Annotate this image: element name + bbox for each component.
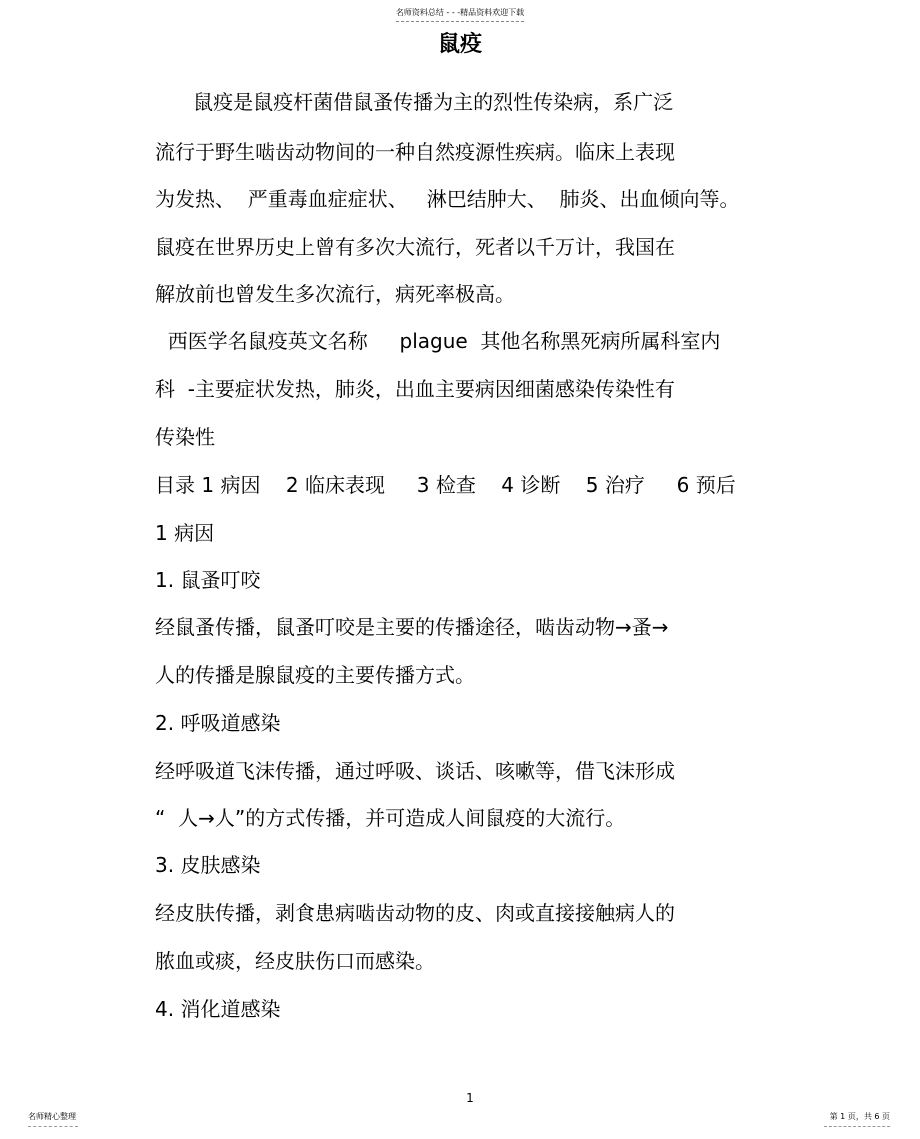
header-source-note: 名师资料总结 - - -精品资料欢迎下载 — [395, 8, 525, 17]
text-line: 人的传播是腺鼠疫的主要传播方式。 — [155, 663, 475, 687]
text-line: 传染性 — [155, 425, 215, 449]
subsection-heading: 2. 呼吸道感染 — [155, 711, 281, 735]
text-line: 西医学名鼠疫英文名称 plague 其他名称黑死病所属科室内 — [155, 329, 721, 353]
text-line: 经皮肤传播，剥食患病啮齿动物的皮、肉或直接接触病人的 — [155, 901, 675, 925]
text-line: 脓血或痰，经皮肤伤口而感染。 — [155, 949, 435, 973]
page-number: 1 — [466, 1091, 474, 1105]
footer-right-divider — [824, 1126, 890, 1127]
header-divider — [396, 21, 524, 22]
text-line: 科 -主要症状发热，肺炎，出血主要病因细菌感染传染性有 — [155, 377, 675, 401]
text-line: 经鼠蚤传播，鼠蚤叮咬是主要的传播途径，啮齿动物→蚤→ — [155, 615, 669, 639]
footer-left-note: 名师精心整理 — [28, 1112, 76, 1121]
text-line: 流行于野生啮齿动物间的一种自然疫源性疾病。临床上表现 — [155, 140, 675, 164]
text-line: 解放前也曾发生多次流行，病死率极高。 — [155, 282, 515, 306]
text-line: 鼠疫在世界历史上曾有多次大流行，死者以千万计，我国在 — [155, 235, 675, 259]
table-of-contents: 目录 1 病因 2 临床表现 3 检查 4 诊断 5 治疗 6 预后 — [155, 473, 736, 497]
footer-right-note: 第 1 页，共 6 页 — [829, 1112, 890, 1121]
page-title: 鼠疫 — [437, 32, 482, 57]
text-line: “ 人→人”的方式传播，并可造成人间鼠疫的大流行。 — [155, 806, 626, 830]
text-line: 为发热、 严重毒血症症状、 淋巴结肿大、 肺炎、出血倾向等。 — [155, 187, 740, 211]
subsection-heading: 1. 鼠蚤叮咬 — [155, 568, 261, 592]
text-line: 鼠疫是鼠疫杆菌借鼠蚤传播为主的烈性传染病，系广泛 — [155, 90, 674, 114]
footer-left-divider — [28, 1126, 78, 1127]
subsection-heading: 3. 皮肤感染 — [155, 853, 261, 877]
subsection-heading: 4. 消化道感染 — [155, 997, 281, 1021]
text-line: 经呼吸道飞沫传播，通过呼吸、谈话、咳嗽等，借飞沫形成 — [155, 759, 675, 783]
section-heading: 1 病因 — [155, 521, 215, 545]
